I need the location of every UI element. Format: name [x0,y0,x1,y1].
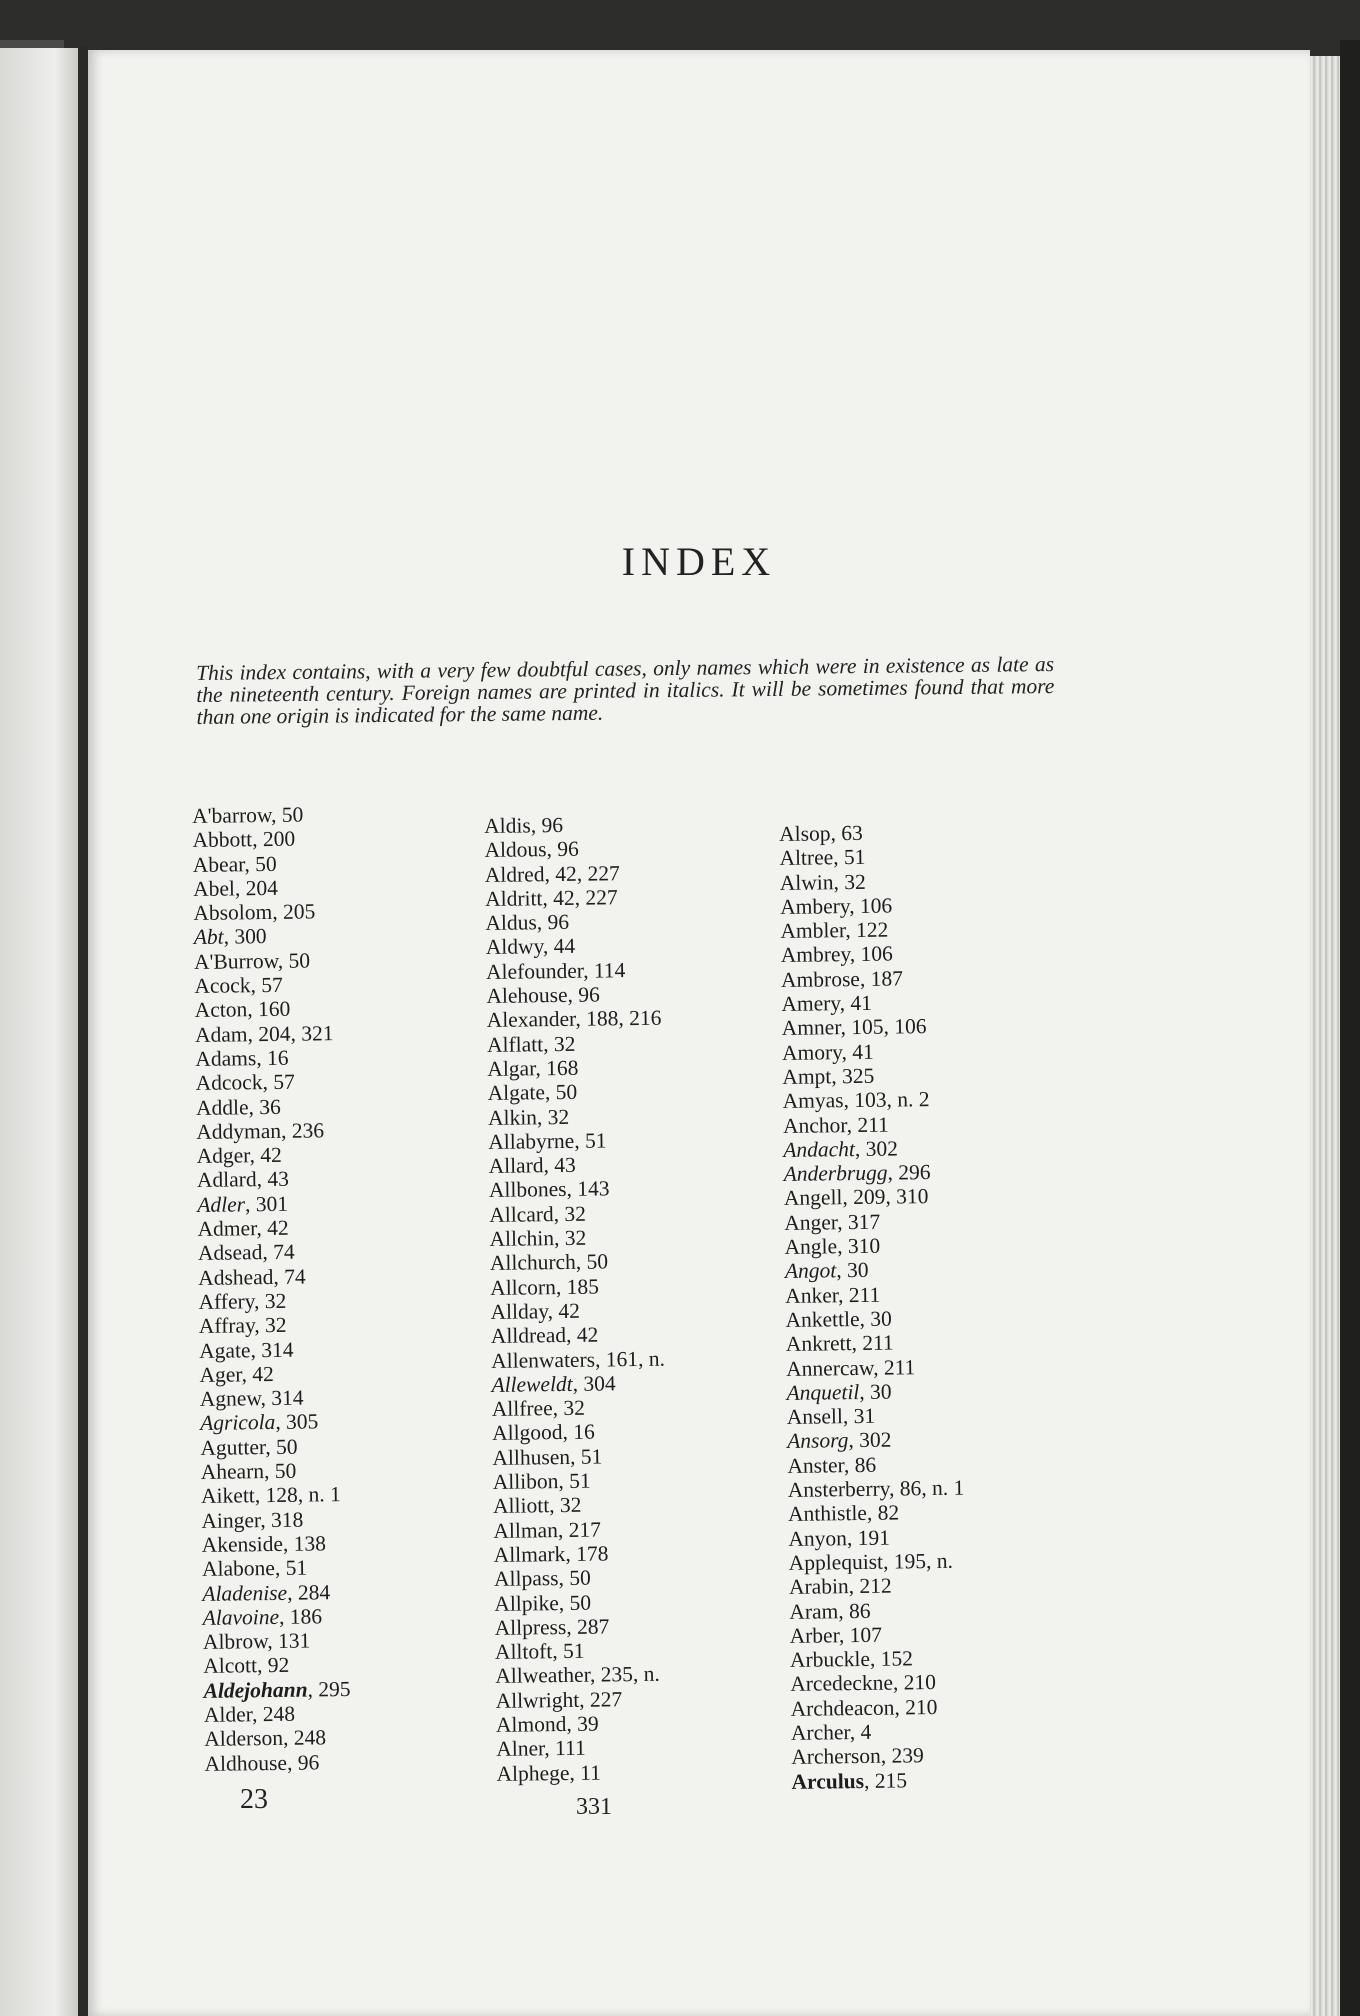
entry-name: Agricola [199,1410,276,1436]
entry-pages: , 210 [894,1694,938,1720]
entry-pages: , 39 [566,1711,599,1736]
entry-pages: , 107 [838,1622,883,1648]
entry-name: Aldhouse [204,1750,288,1776]
entry-pages: , 51 [558,1468,591,1494]
entry-name: Abear [192,851,245,877]
entry-name: Arber [789,1623,840,1648]
entry-pages: , 32 [552,1395,586,1421]
entry-pages: , 236 [280,1118,325,1143]
entry-pages: , 86 [843,1452,877,1477]
entry-name: Anster [787,1452,845,1478]
entry-pages: , 51 [833,845,866,870]
entry-name: Allcorn [490,1274,557,1300]
entry-pages: , 96 [286,1749,320,1775]
entry-name: Aladenise [202,1580,288,1606]
entry-pages: , 50 [263,1458,297,1484]
entry-name: Alphege [496,1760,570,1786]
entry-pages: , 161, n. [594,1346,666,1372]
entry-name: A'Burrow [193,948,278,974]
entry-name: Arcedeckne [790,1670,894,1697]
entry-pages: , 114 [582,957,626,983]
entry-name: Allpike [494,1590,559,1616]
entry-pages: , 317 [836,1209,881,1235]
entry-name: Aldwy [485,934,544,960]
entry-name: Anquetil [786,1379,860,1405]
entry-name: Andacht [783,1136,856,1162]
entry-name: Allpress [494,1614,567,1640]
entry-pages: , 143 [566,1176,610,1202]
entry-name: Aldis [484,813,531,838]
entry-name: Anthistle [787,1501,868,1527]
entry-name: Ambrose [780,966,861,992]
entry-name: Alflatt [486,1031,544,1057]
entry-pages: , 32 [254,1313,287,1338]
entry-name: Adam [194,1021,248,1047]
entry-pages: , 204 [234,875,279,901]
entry-name: Amery [781,991,840,1017]
entry-name: Abel [192,876,236,901]
entry-pages: , 138 [282,1531,327,1556]
entry-pages: , 227 [579,1686,623,1712]
entry-name: Applequist [788,1549,884,1575]
entry-name: Aldous [484,837,547,863]
entry-name: Adcock [195,1070,263,1096]
entry-name: Adger [196,1143,250,1169]
entry-name: Alkin [487,1104,538,1130]
entry-pages: , 42 [256,1215,289,1241]
index-column-2 [484,810,797,1786]
entry-name: Ansterberry [787,1476,890,1502]
entry-name: Allcard [489,1201,554,1227]
entry-name: Amory [781,1039,842,1065]
entry-pages: , 168 [535,1055,579,1081]
background-right [1340,40,1360,2016]
entry-pages: , 30 [836,1258,869,1283]
entry-name: Ansorg [786,1428,849,1454]
entry-name: Acock [194,973,251,999]
entry-name: Algar [487,1056,536,1081]
entry-name: Aldus [485,910,537,936]
entry-name: Alcott [203,1653,258,1679]
entry-pages: , 96 [546,837,579,862]
entry-name: Ambler [780,918,846,944]
entry-pages: , 195, n. [882,1548,954,1574]
entry-name: Arculus [791,1768,865,1794]
entry-pages: , 51 [274,1555,308,1581]
entry-pages: , 51 [569,1444,603,1469]
entry-pages: , 50 [277,948,311,973]
entry-name: Allwright [495,1687,580,1713]
entry-pages: , 295 [307,1676,351,1702]
entry-pages: , 30 [859,1379,892,1404]
entry-pages: , 128, n. 1 [254,1482,341,1508]
entry-pages: , 50 [575,1249,609,1275]
entry-name: Adler [197,1192,246,1217]
entry-pages: , 200 [252,826,296,852]
entry-pages: , 32 [536,1104,570,1129]
entry-pages: , 31 [842,1403,876,1429]
entry-pages: , 16 [562,1420,595,1445]
index-intro: This index contains, with a very few doubtful cases, only names which were in existence as late as the nineteenth century. Foreign names are printed in italics. It will be sometimes found that more than one origin is indicated for the same name. [195,652,1055,729]
entry-pages: , 314 [260,1385,304,1411]
entry-name: Acton [194,997,248,1023]
entry-name: Angle [784,1234,838,1260]
entry-name: Archdeacon [790,1695,895,1721]
entry-pages: , 211 [851,1330,894,1356]
index-entry [791,1766,1091,1794]
entry-pages: , 74 [262,1240,295,1265]
entry-pages: , 191 [846,1525,891,1550]
entry-pages: , 106 [849,942,893,967]
entry-pages: , 185 [555,1274,600,1299]
entry-pages: , 74 [273,1264,306,1289]
entry-name: Agutter [200,1434,266,1460]
entry-name: Ahearn [200,1459,265,1484]
entry-pages: , 248 [282,1725,327,1751]
entry-pages: , 204, 321 [247,1020,334,1046]
entry-pages: , 63 [830,820,863,846]
entry-pages: , 82 [866,1500,900,1526]
entry-pages: , 41 [841,1039,874,1064]
entry-pages: , 106 [849,893,893,918]
entry-name: Alabone [201,1556,276,1582]
entry-name: Allibon [492,1469,559,1494]
entry-pages: , 96 [530,812,564,838]
entry-name: Allchurch [489,1250,577,1276]
entry-pages: , 296 [887,1160,931,1185]
entry-name: Allabyrne [488,1128,575,1154]
entry-name: Adlard [196,1167,257,1193]
entry-pages: , 50 [558,1565,591,1591]
entry-name: Archer [790,1720,850,1745]
entry-pages: , 42 [249,1143,282,1168]
book-gutter [78,46,88,2016]
entry-pages: , 32 [542,1031,576,1056]
entry-name: Allmark [493,1541,566,1567]
entry-pages: , 43 [543,1152,576,1178]
entry-name: Aldred [484,861,545,887]
entry-pages: , 186 [278,1604,323,1629]
entry-name: Annercaw [785,1355,874,1381]
entry-pages: , 301 [244,1191,289,1217]
entry-name: Alleweldt [491,1371,573,1397]
entry-name: Allhusen [492,1444,571,1470]
entry-name: Aldejohann [203,1677,308,1703]
entry-name: Anderbrugg [783,1160,888,1187]
entry-name: Aram [789,1598,839,1624]
entry-pages: , 57 [262,1069,295,1095]
entry-pages: , 32 [833,869,866,894]
entry-pages: , 86 [838,1598,871,1623]
entry-name: Absolom [193,900,273,926]
entry-name: Angell [783,1185,843,1211]
entry-pages: , 32 [253,1288,287,1314]
page-title: INDEX [621,539,777,584]
entry-name: Adsead [197,1240,263,1266]
entry-name: Alltoft [494,1639,553,1665]
entry-name: Adams [195,1046,257,1071]
entry-name: Ankettle [785,1306,860,1332]
entry-pages: , 92 [256,1653,290,1678]
entry-pages: , 188, 216 [575,1006,662,1032]
entry-pages: , 41 [839,990,873,1016]
entry-name: Ambery [779,893,850,919]
entry-pages: , 32 [553,1201,587,1226]
entry-name: Alehouse [486,983,568,1009]
entry-pages: , 212 [848,1573,892,1599]
entry-name: Adshead [198,1264,274,1290]
entry-name: Ampt [782,1064,832,1089]
index-entry [204,1748,504,1776]
entry-name: Abbott [192,827,253,853]
entry-name: Allday [490,1299,548,1324]
entry-name: Alderson [204,1726,284,1752]
entry-name: Arbuckle [789,1646,871,1673]
entry-pages: , 314 [250,1337,294,1362]
page-number: 331 [576,1794,612,1820]
entry-pages: , 302 [848,1428,892,1453]
entry-pages: , 50 [544,1080,578,1105]
entry-pages: , 16 [256,1045,289,1071]
entry-name: A'barrow [192,802,272,828]
entry-name: Almond [495,1711,567,1737]
book-page [88,50,1310,2016]
entry-pages: , 210 [892,1670,937,1695]
entry-name: Alavoine [202,1604,280,1630]
entry-pages: , 325 [831,1063,875,1089]
entry-name: Alldread [490,1323,567,1349]
entry-pages: , 235, n. [589,1662,660,1688]
entry-name: Alefounder [485,958,584,984]
entry-name: Allchin [489,1226,555,1252]
entry-pages: , 43 [256,1167,290,1192]
entry-name: Altree [779,845,834,871]
entry-name: Anker [785,1282,839,1308]
entry-name: Angot [784,1258,837,1284]
entry-name: Agate [198,1337,251,1363]
entry-name: Archerson [791,1744,881,1770]
entry-name: Alder [203,1702,253,1727]
entry-pages: , 42 [565,1322,599,1348]
entry-pages: , 51 [574,1128,607,1153]
entry-name: Anyon [788,1525,848,1551]
entry-pages: , 50 [558,1590,592,1615]
background-top [0,0,1360,56]
entry-name: Alsop [779,821,831,846]
entry-name: Ansell [786,1404,844,1430]
entry-name: Affery [198,1289,255,1314]
entry-name: Allbones [488,1177,567,1203]
entry-pages: , 36 [248,1094,281,1119]
entry-pages: , 11 [569,1760,602,1785]
entry-name: Abt [193,925,224,950]
entry-pages: , 122 [845,917,889,943]
entry-pages: , 217 [557,1517,602,1542]
entry-name: Admer [197,1216,257,1242]
entry-name: Addyman [196,1118,282,1144]
entry-name: Allman [493,1517,559,1543]
entry-pages: , 215 [863,1767,908,1793]
entry-name: Anchor [782,1112,847,1138]
index-entry [496,1758,796,1786]
entry-name: Aldritt [484,886,543,911]
entry-pages: , 318 [260,1507,304,1532]
entry-name: Ambrey [780,942,850,968]
index-column-1 [192,800,505,1776]
entry-pages: , 131 [267,1628,311,1654]
entry-pages: , 287 [566,1614,610,1639]
entry-pages: , 187 [859,966,904,991]
entry-pages: , 205 [272,899,316,925]
entry-name: Akenside [201,1531,284,1557]
entry-name: Alwin [779,869,834,895]
entry-pages: , 32 [553,1225,587,1251]
entry-pages: , 44 [542,934,576,959]
entry-pages: , 211 [837,1282,881,1307]
entry-pages: , 42 [547,1298,581,1324]
entry-name: Alexander [486,1007,576,1033]
entry-pages: , 284 [286,1579,331,1605]
entry-name: Allfree [491,1396,553,1422]
entry-pages: , 302 [854,1136,899,1161]
entry-pages: , 211 [846,1112,889,1137]
entry-pages: , 57 [250,972,283,998]
index-column-3 [779,818,1092,1794]
entry-pages: , 209, 310 [842,1184,929,1210]
entry-pages: , 50 [244,851,277,876]
entry-pages: , 42, 227 [542,885,618,911]
entry-pages: , 103, n. 2 [843,1087,930,1113]
entry-pages: , 300 [223,924,267,950]
entry-name: Addle [195,1094,249,1120]
entry-name: Allenwaters [490,1347,596,1373]
entry-pages: , 42 [241,1361,274,1387]
entry-pages: , 239 [880,1743,924,1769]
entry-pages: , 4 [849,1719,872,1745]
entry-name: Aikett [200,1483,255,1509]
entry-pages: , 50 [265,1434,298,1459]
entry-pages: , 305 [275,1409,319,1435]
entry-name: Amner [781,1015,841,1041]
entry-name: Allpass [493,1566,559,1592]
entry-name: Ager [199,1362,242,1387]
entry-name: Algate [487,1080,546,1106]
entry-pages: , 160 [247,997,291,1022]
entry-pages: , 211 [872,1354,916,1380]
entry-name: Ainger [201,1507,261,1533]
entry-name: Amyas [782,1088,844,1114]
entry-name: Albrow [202,1629,268,1655]
entry-name: Anger [784,1210,838,1235]
previous-page-edge [0,48,78,2016]
entry-pages: , 86, n. 1 [888,1475,965,1501]
entry-pages: , 248 [251,1701,296,1727]
signature-mark: 23 [240,1784,268,1815]
entry-pages: , 32 [549,1493,582,1518]
entry-pages: , 105, 106 [840,1014,927,1040]
entry-name: Allweather [495,1663,591,1689]
entry-name: Allgood [491,1420,563,1446]
entry-pages: , 96 [536,910,570,935]
entry-pages: , 152 [869,1646,914,1671]
entry-name: Alner [496,1736,545,1762]
entry-pages: , 96 [567,982,600,1007]
entry-name: Arabin [788,1574,849,1600]
entry-pages: , 50 [270,802,304,827]
entry-pages: , 178 [565,1541,609,1566]
entry-name: Allard [488,1153,544,1179]
entry-pages: , 42, 227 [544,860,620,886]
entry-pages: , 30 [859,1306,892,1331]
entry-pages: , 111 [544,1736,586,1761]
entry-name: Affray [198,1313,255,1339]
entry-pages: , 51 [552,1638,585,1664]
entry-name: Agnew [199,1386,261,1412]
entry-name: Ankrett [785,1331,852,1357]
entry-pages: , 310 [836,1233,881,1259]
entry-pages: , 304 [572,1371,616,1396]
entry-name: Alliott [492,1493,550,1519]
